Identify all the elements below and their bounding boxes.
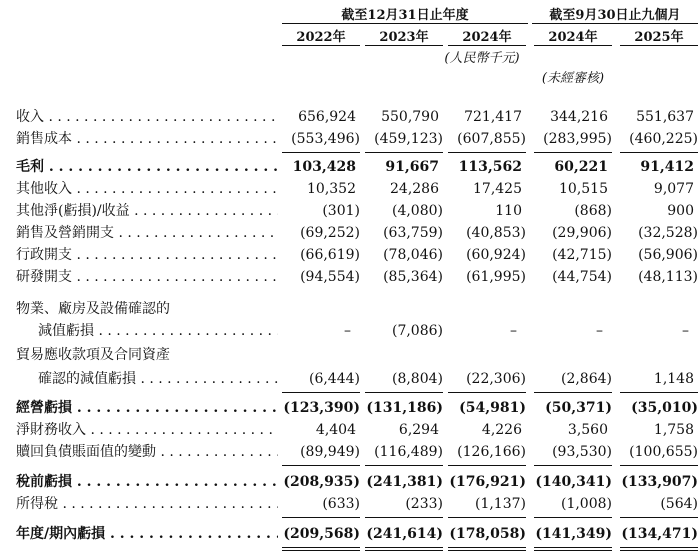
- subtotal-rule: [534, 392, 612, 393]
- cell: (564): [660, 496, 698, 512]
- row-label: 物業、廠房及設備確認的: [16, 301, 170, 317]
- column-header-2022: 2022年: [296, 30, 346, 45]
- group-header-nine-months: 截至9月30日止九個月: [549, 8, 681, 23]
- cell: (233): [405, 496, 443, 512]
- table-row-rd-expenses: [0, 266, 700, 288]
- cell: (123,390): [283, 400, 360, 416]
- cell: (459,123): [374, 131, 443, 147]
- cell: (176,921): [449, 474, 526, 490]
- row-label: 經營虧損 . . .: [16, 397, 278, 419]
- cell: (22,306): [466, 371, 526, 387]
- cell: (85,364): [383, 269, 443, 285]
- cell: 344,216: [550, 109, 608, 125]
- row-label: 行政開支 . . .: [16, 244, 278, 266]
- cell: (241,614): [366, 526, 443, 542]
- row-label: 收入 . . .: [16, 106, 278, 128]
- cell: (283,995): [543, 131, 612, 147]
- subtotal-rule: [534, 517, 612, 518]
- cell: –: [596, 323, 603, 339]
- cell: (100,655): [629, 444, 698, 460]
- subtotal-rule: [448, 152, 526, 153]
- cell: (56,906): [638, 247, 698, 263]
- column-header-2024-9m: 2024年: [548, 30, 598, 45]
- cell: 551,637: [636, 109, 694, 125]
- cell: (78,046): [383, 247, 443, 263]
- cell: –: [510, 323, 517, 339]
- group-header-underline-months: [532, 23, 698, 24]
- row-label: 銷售成本 . . .: [16, 128, 278, 150]
- cell: (141,349): [535, 526, 612, 542]
- cell: (35,010): [631, 400, 698, 416]
- cell: (60,924): [466, 247, 526, 263]
- row-label: 銷售及營銷開支 . . .: [16, 222, 278, 244]
- table-row-income-tax: [0, 493, 700, 515]
- subtotal-rule: [620, 392, 698, 393]
- column-underline: [282, 45, 360, 46]
- column-header-2025-9m: 2025年: [634, 30, 684, 45]
- cell: (42,715): [552, 247, 612, 263]
- cell: (6,444): [308, 371, 360, 387]
- cell: (61,995): [466, 269, 526, 285]
- table-row-other-net-gains: [0, 200, 700, 222]
- cell: 900: [667, 203, 694, 219]
- cell: 3,560: [567, 422, 608, 438]
- table-row-receivables-impairment-line1: [0, 344, 700, 366]
- row-label: 稅前虧損 . . .: [16, 471, 278, 493]
- cell: 91,667: [385, 159, 439, 175]
- row-label: 減值虧損 . . .: [38, 320, 278, 342]
- cell: (54,981): [459, 400, 526, 416]
- cell: 656,924: [298, 109, 356, 125]
- row-label: 贖回負債賬面值的變動 . . .: [16, 441, 278, 463]
- cell: (116,489): [374, 444, 443, 460]
- cell: (1,008): [560, 496, 612, 512]
- row-label: 貿易應收款項及合同資產: [16, 347, 170, 363]
- column-underline: [448, 45, 526, 46]
- cell: (633): [322, 496, 360, 512]
- cell: 550,790: [381, 109, 439, 125]
- subtotal-rule: [534, 465, 612, 466]
- row-label: 確認的減值虧損 . . .: [38, 368, 278, 390]
- cell: (133,907): [621, 474, 698, 490]
- cell: (2,864): [560, 371, 612, 387]
- subtotal-rule: [365, 465, 443, 466]
- table-row-other-income: [0, 178, 700, 200]
- row-label: 研發開支 . . .: [16, 266, 278, 288]
- subtotal-rule: [534, 152, 612, 153]
- cell: (44,754): [552, 269, 612, 285]
- table-row-loss-before-tax: [0, 471, 700, 493]
- cell: (209,568): [283, 526, 360, 542]
- total-double-rule: [448, 547, 526, 551]
- cell: 721,417: [464, 109, 522, 125]
- cell: (131,186): [366, 400, 443, 416]
- table-row-admin-expenses: [0, 244, 700, 266]
- cell: (241,381): [366, 474, 443, 490]
- subtotal-rule: [448, 465, 526, 466]
- cell: (89,949): [300, 444, 360, 460]
- cell: (868): [574, 203, 612, 219]
- table-row-selling-expenses: [0, 222, 700, 244]
- row-label: 其他淨(虧損)/收益 . . .: [16, 200, 278, 222]
- cell: (607,855): [457, 131, 526, 147]
- cell: (66,619): [300, 247, 360, 263]
- subtotal-rule: [282, 465, 360, 466]
- table-row-operating-loss: [0, 397, 700, 419]
- cell: 91,412: [640, 159, 694, 175]
- cell: 10,352: [307, 181, 356, 197]
- cell: (126,166): [457, 444, 526, 460]
- table-row-revenue: [0, 106, 700, 128]
- cell: (40,853): [466, 225, 526, 241]
- cell: –: [344, 323, 351, 339]
- row-label: 所得稅 . . .: [16, 493, 278, 515]
- row-label: 其他收入 . . .: [16, 178, 278, 200]
- column-underline: [534, 45, 612, 46]
- cell: 113,562: [458, 159, 522, 175]
- table-row-ppe-impairment: [0, 320, 700, 342]
- cell: (134,471): [621, 526, 698, 542]
- subtotal-rule: [365, 152, 443, 153]
- subtotal-rule: [282, 152, 360, 153]
- cell: 24,286: [390, 181, 439, 197]
- unit-note: (人民幣千元): [444, 51, 520, 66]
- cell: 10,515: [559, 181, 608, 197]
- cell: (7,086): [391, 323, 443, 339]
- table-row-receivables-impairment: [0, 368, 700, 390]
- subtotal-rule: [365, 392, 443, 393]
- table-row-gross-profit: [0, 156, 700, 178]
- table-row-net-finance-income: [0, 419, 700, 441]
- unaudited-note: (未經審核): [541, 71, 605, 86]
- table-row-ppe-impairment-line1: [0, 298, 700, 320]
- subtotal-rule: [282, 517, 360, 518]
- subtotal-rule: [448, 517, 526, 518]
- column-header-2023: 2023年: [379, 30, 429, 45]
- cell: 9,077: [653, 181, 694, 197]
- cell: (93,530): [552, 444, 612, 460]
- table-row-cost-of-sales: [0, 128, 700, 150]
- group-header-fiscal-years: 截至12月31日止年度: [341, 8, 469, 23]
- row-label: 毛利 . . .: [16, 156, 278, 178]
- cell: (140,341): [535, 474, 612, 490]
- cell: (94,554): [300, 269, 360, 285]
- table-row-net-loss: [0, 523, 700, 545]
- cell: (32,528): [638, 225, 698, 241]
- subtotal-rule: [620, 152, 698, 153]
- total-double-rule: [282, 547, 360, 551]
- column-underline: [620, 45, 698, 46]
- cell: (50,371): [545, 400, 612, 416]
- cell: 1,148: [653, 371, 694, 387]
- subtotal-rule: [448, 392, 526, 393]
- cell: 17,425: [473, 181, 522, 197]
- column-underline: [365, 45, 443, 46]
- cell: 103,428: [292, 159, 356, 175]
- cell: (178,058): [449, 526, 526, 542]
- group-header-underline-years: [282, 23, 528, 24]
- cell: (29,906): [552, 225, 612, 241]
- subtotal-rule: [365, 517, 443, 518]
- cell: (4,080): [391, 203, 443, 219]
- cell: –: [682, 323, 689, 339]
- cell: 110: [495, 203, 522, 219]
- subtotal-rule: [620, 517, 698, 518]
- cell: 4,404: [315, 422, 356, 438]
- cell: (48,113): [638, 269, 698, 285]
- cell: (208,935): [283, 474, 360, 490]
- column-header-2024: 2024年: [462, 30, 512, 45]
- subtotal-rule: [282, 392, 360, 393]
- subtotal-rule: [620, 465, 698, 466]
- cell: 4,226: [481, 422, 522, 438]
- cell: 6,294: [398, 422, 439, 438]
- cell: (69,252): [300, 225, 360, 241]
- total-double-rule: [365, 547, 443, 551]
- row-label: 年度/期內虧損 . . .: [16, 523, 278, 545]
- cell: 60,221: [554, 159, 608, 175]
- cell: (460,225): [629, 131, 698, 147]
- cell: (301): [322, 203, 360, 219]
- cell: 1,758: [653, 422, 694, 438]
- total-double-rule: [534, 547, 612, 551]
- cell: (1,137): [474, 496, 526, 512]
- row-label: 淨財務收入 . . .: [16, 419, 278, 441]
- cell: (8,804): [391, 371, 443, 387]
- table-row-redemption-liability-change: [0, 441, 700, 463]
- total-double-rule: [620, 547, 698, 551]
- cell: (63,759): [383, 225, 443, 241]
- cell: (553,496): [291, 131, 360, 147]
